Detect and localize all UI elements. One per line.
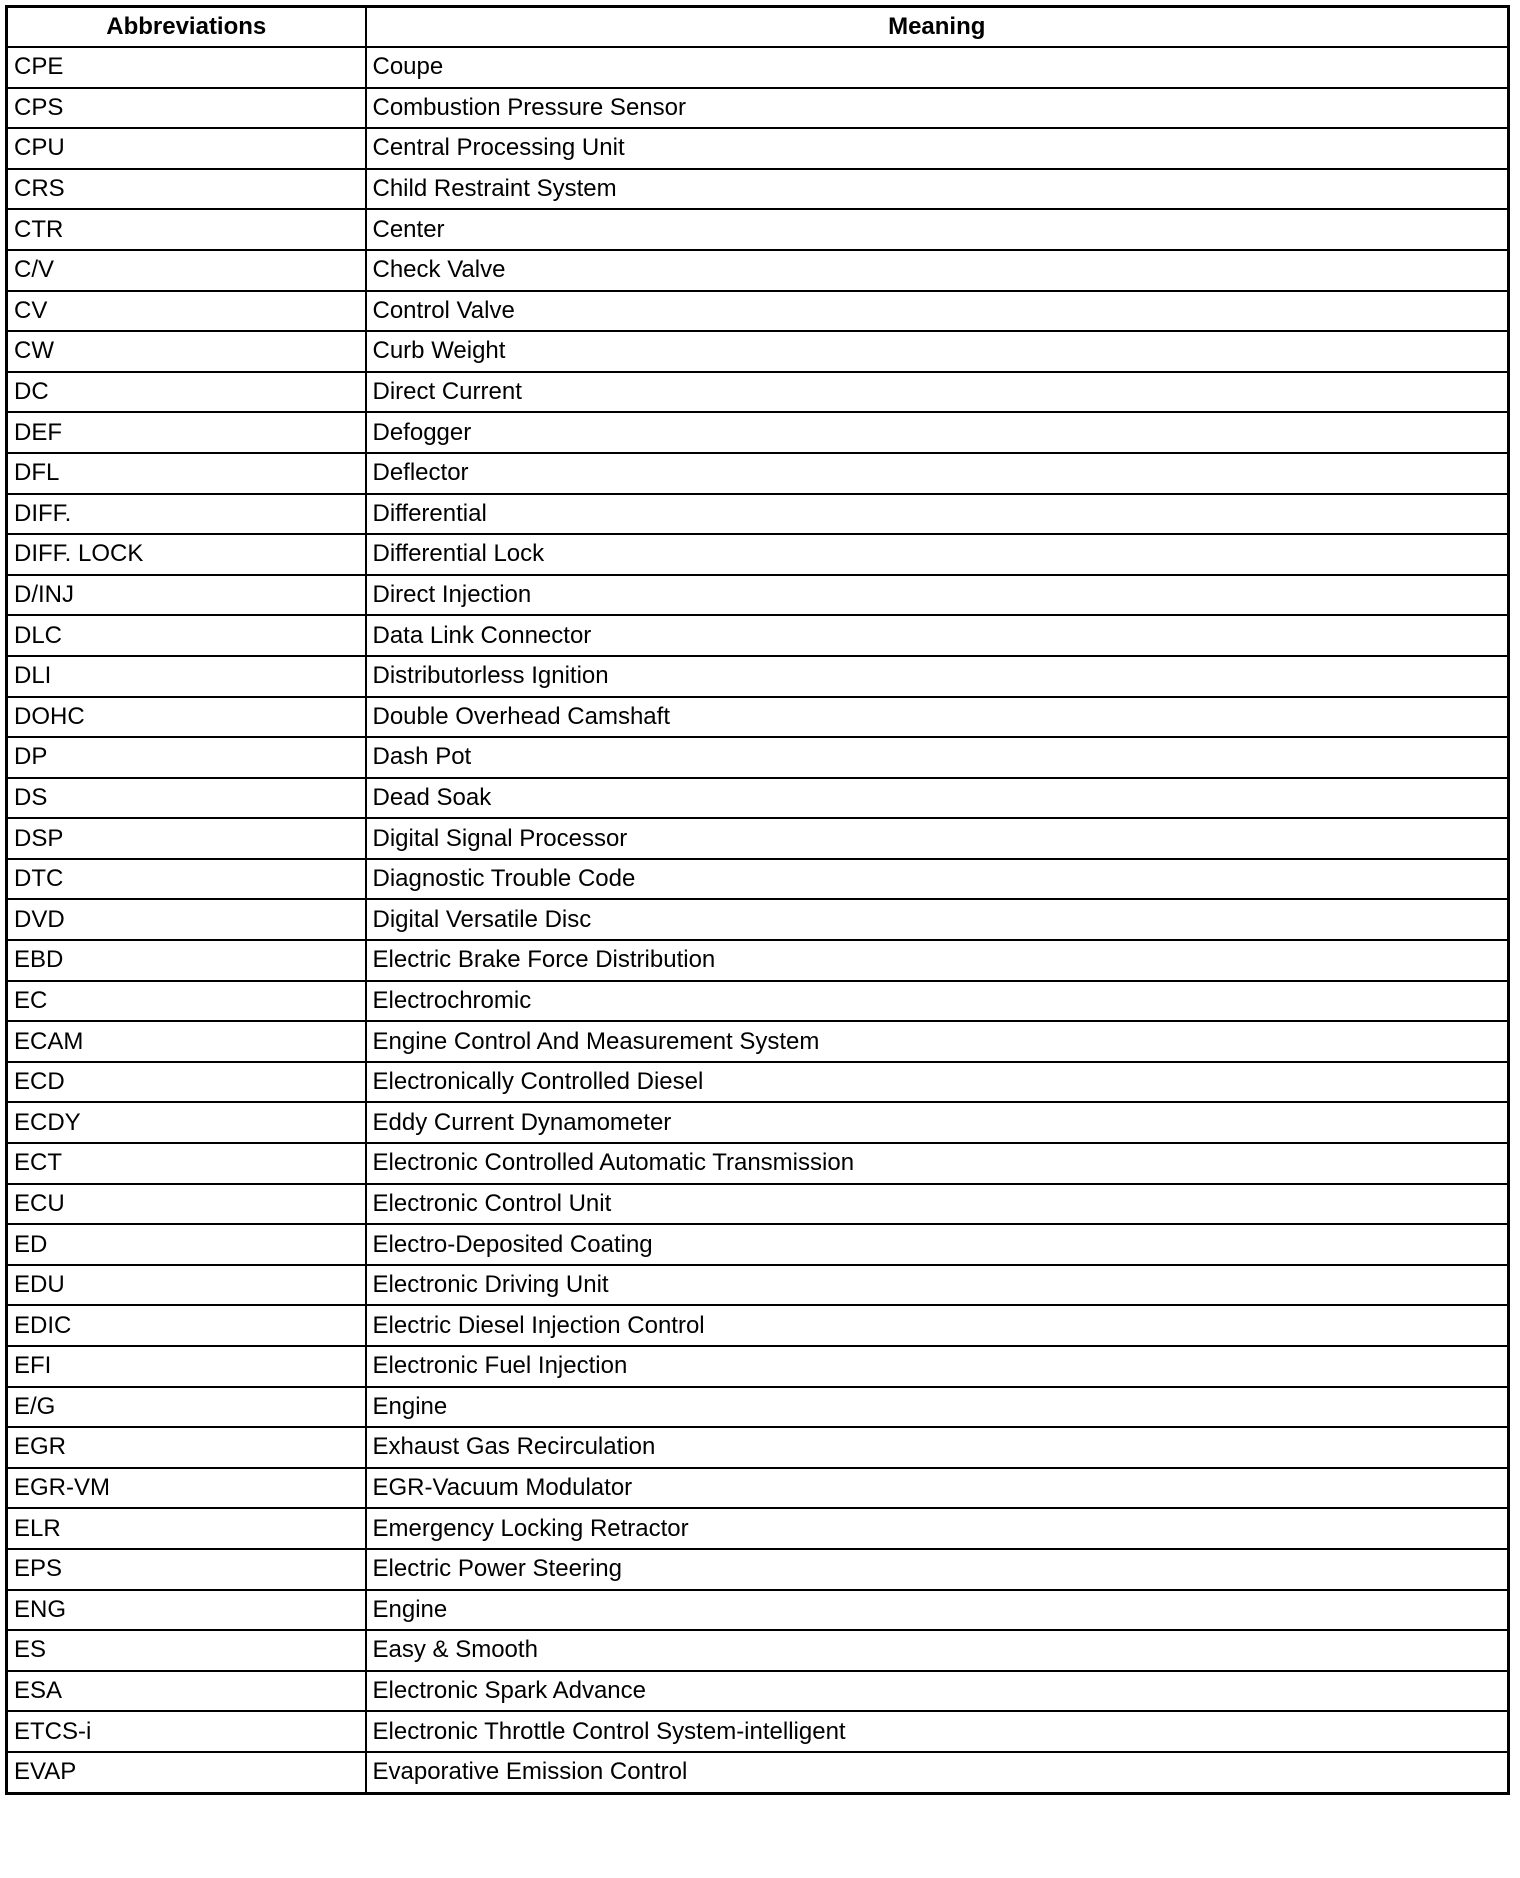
- meaning-cell: Exhaust Gas Recirculation: [366, 1427, 1509, 1468]
- table-row: [7, 1671, 1509, 1712]
- abbreviation-cell: DP: [7, 737, 366, 778]
- meaning-cell: Dash Pot: [366, 737, 1509, 778]
- meaning-cell: Direct Current: [366, 372, 1509, 413]
- table-header-row: [7, 7, 1509, 48]
- meaning-cell: Electronic Fuel Injection: [366, 1346, 1509, 1387]
- meaning-cell: Electronic Controlled Automatic Transmission: [366, 1143, 1509, 1184]
- abbreviation-cell: DS: [7, 778, 366, 819]
- meaning-cell: Central Processing Unit: [366, 128, 1509, 169]
- abbreviation-cell: CW: [7, 331, 366, 372]
- table-row: [7, 575, 1509, 616]
- abbreviation-cell: DSP: [7, 818, 366, 859]
- abbreviation-cell: ECT: [7, 1143, 366, 1184]
- abbreviation-cell: CPE: [7, 47, 366, 88]
- table-row: [7, 1305, 1509, 1346]
- table-row: [7, 128, 1509, 169]
- table-row: [7, 88, 1509, 129]
- meaning-cell: Child Restraint System: [366, 169, 1509, 210]
- table-row: [7, 859, 1509, 900]
- table-row: [7, 981, 1509, 1022]
- meaning-cell: Distributorless Ignition: [366, 656, 1509, 697]
- meaning-cell: Electronic Throttle Control System-intelligent: [366, 1711, 1509, 1752]
- abbreviation-cell: EPS: [7, 1549, 366, 1590]
- abbreviation-cell: DOHC: [7, 697, 366, 738]
- abbreviation-cell: ENG: [7, 1590, 366, 1631]
- meaning-cell: Electric Power Steering: [366, 1549, 1509, 1590]
- table-row: [7, 1630, 1509, 1671]
- table-row: [7, 1021, 1509, 1062]
- meaning-cell: Evaporative Emission Control: [366, 1752, 1509, 1793]
- abbreviation-cell: C/V: [7, 250, 366, 291]
- table-row: [7, 1711, 1509, 1752]
- meaning-cell: Data Link Connector: [366, 615, 1509, 656]
- table-row: [7, 1265, 1509, 1306]
- meaning-column-header: Meaning: [366, 7, 1509, 48]
- table-row: [7, 494, 1509, 535]
- abbreviations-table-container: [5, 5, 1510, 1795]
- meaning-cell: Eddy Current Dynamometer: [366, 1102, 1509, 1143]
- table-row: [7, 1224, 1509, 1265]
- abbreviation-cell: EGR: [7, 1427, 366, 1468]
- meaning-cell: Electrochromic: [366, 981, 1509, 1022]
- abbreviation-cell: CV: [7, 291, 366, 332]
- table-row: [7, 534, 1509, 575]
- meaning-cell: Electronic Control Unit: [366, 1184, 1509, 1225]
- abbreviation-cell: ETCS-i: [7, 1711, 366, 1752]
- abbreviation-cell: ECD: [7, 1062, 366, 1103]
- table-row: [7, 1427, 1509, 1468]
- table-row: [7, 291, 1509, 332]
- table-row: [7, 209, 1509, 250]
- abbreviation-cell: EFI: [7, 1346, 366, 1387]
- table-row: [7, 1143, 1509, 1184]
- abbreviation-cell: EDIC: [7, 1305, 366, 1346]
- meaning-cell: Emergency Locking Retractor: [366, 1508, 1509, 1549]
- table-row: [7, 372, 1509, 413]
- meaning-cell: Electronic Spark Advance: [366, 1671, 1509, 1712]
- table-row: [7, 169, 1509, 210]
- meaning-cell: Differential: [366, 494, 1509, 535]
- meaning-cell: Control Valve: [366, 291, 1509, 332]
- table-row: [7, 1590, 1509, 1631]
- meaning-cell: Center: [366, 209, 1509, 250]
- table-row: [7, 899, 1509, 940]
- table-row: [7, 1184, 1509, 1225]
- abbreviation-cell: EBD: [7, 940, 366, 981]
- table-row: [7, 1102, 1509, 1143]
- abbreviations-column-header: Abbreviations: [7, 7, 366, 48]
- table-row: [7, 737, 1509, 778]
- abbreviation-cell: ECDY: [7, 1102, 366, 1143]
- meaning-cell: Combustion Pressure Sensor: [366, 88, 1509, 129]
- meaning-cell: Direct Injection: [366, 575, 1509, 616]
- abbreviation-cell: ES: [7, 1630, 366, 1671]
- meaning-cell: Diagnostic Trouble Code: [366, 859, 1509, 900]
- table-row: [7, 615, 1509, 656]
- abbreviation-cell: DLI: [7, 656, 366, 697]
- table-row: [7, 412, 1509, 453]
- meaning-cell: Electronically Controlled Diesel: [366, 1062, 1509, 1103]
- meaning-cell: EGR-Vacuum Modulator: [366, 1468, 1509, 1509]
- abbreviation-cell: DC: [7, 372, 366, 413]
- table-row: [7, 1062, 1509, 1103]
- table-row: [7, 1508, 1509, 1549]
- table-row: [7, 1468, 1509, 1509]
- abbreviation-cell: DVD: [7, 899, 366, 940]
- table-row: [7, 1752, 1509, 1793]
- abbreviation-cell: EDU: [7, 1265, 366, 1306]
- abbreviation-cell: CPS: [7, 88, 366, 129]
- meaning-cell: Deflector: [366, 453, 1509, 494]
- abbreviation-cell: D/INJ: [7, 575, 366, 616]
- meaning-cell: Double Overhead Camshaft: [366, 697, 1509, 738]
- abbreviation-cell: ELR: [7, 1508, 366, 1549]
- meaning-cell: Engine: [366, 1387, 1509, 1428]
- meaning-cell: Digital Signal Processor: [366, 818, 1509, 859]
- abbreviation-cell: DLC: [7, 615, 366, 656]
- table-row: [7, 778, 1509, 819]
- abbreviation-cell: CTR: [7, 209, 366, 250]
- table-row: [7, 818, 1509, 859]
- abbreviation-cell: ED: [7, 1224, 366, 1265]
- meaning-cell: Engine Control And Measurement System: [366, 1021, 1509, 1062]
- abbreviation-cell: DEF: [7, 412, 366, 453]
- abbreviations-table: [5, 5, 1510, 1795]
- table-row: [7, 47, 1509, 88]
- meaning-cell: Dead Soak: [366, 778, 1509, 819]
- abbreviation-cell: DTC: [7, 859, 366, 900]
- table-row: [7, 1346, 1509, 1387]
- table-row: [7, 453, 1509, 494]
- meaning-cell: Check Valve: [366, 250, 1509, 291]
- abbreviation-cell: DIFF. LOCK: [7, 534, 366, 575]
- table-row: [7, 250, 1509, 291]
- table-body: [7, 47, 1509, 1793]
- meaning-cell: Easy & Smooth: [366, 1630, 1509, 1671]
- meaning-cell: Engine: [366, 1590, 1509, 1631]
- abbreviation-cell: ECAM: [7, 1021, 366, 1062]
- abbreviation-cell: EGR-VM: [7, 1468, 366, 1509]
- abbreviation-cell: E/G: [7, 1387, 366, 1428]
- meaning-cell: Differential Lock: [366, 534, 1509, 575]
- meaning-cell: Electric Diesel Injection Control: [366, 1305, 1509, 1346]
- abbreviation-cell: CPU: [7, 128, 366, 169]
- meaning-cell: Digital Versatile Disc: [366, 899, 1509, 940]
- abbreviation-cell: DFL: [7, 453, 366, 494]
- table-row: [7, 1549, 1509, 1590]
- meaning-cell: Defogger: [366, 412, 1509, 453]
- abbreviation-cell: EVAP: [7, 1752, 366, 1793]
- meaning-cell: Electro-Deposited Coating: [366, 1224, 1509, 1265]
- table-row: [7, 697, 1509, 738]
- abbreviation-cell: DIFF.: [7, 494, 366, 535]
- abbreviation-cell: CRS: [7, 169, 366, 210]
- table-row: [7, 331, 1509, 372]
- table-row: [7, 1387, 1509, 1428]
- abbreviation-cell: ESA: [7, 1671, 366, 1712]
- table-row: [7, 940, 1509, 981]
- abbreviation-cell: ECU: [7, 1184, 366, 1225]
- meaning-cell: Curb Weight: [366, 331, 1509, 372]
- table-row: [7, 656, 1509, 697]
- meaning-cell: Coupe: [366, 47, 1509, 88]
- meaning-cell: Electronic Driving Unit: [366, 1265, 1509, 1306]
- abbreviation-cell: EC: [7, 981, 366, 1022]
- meaning-cell: Electric Brake Force Distribution: [366, 940, 1509, 981]
